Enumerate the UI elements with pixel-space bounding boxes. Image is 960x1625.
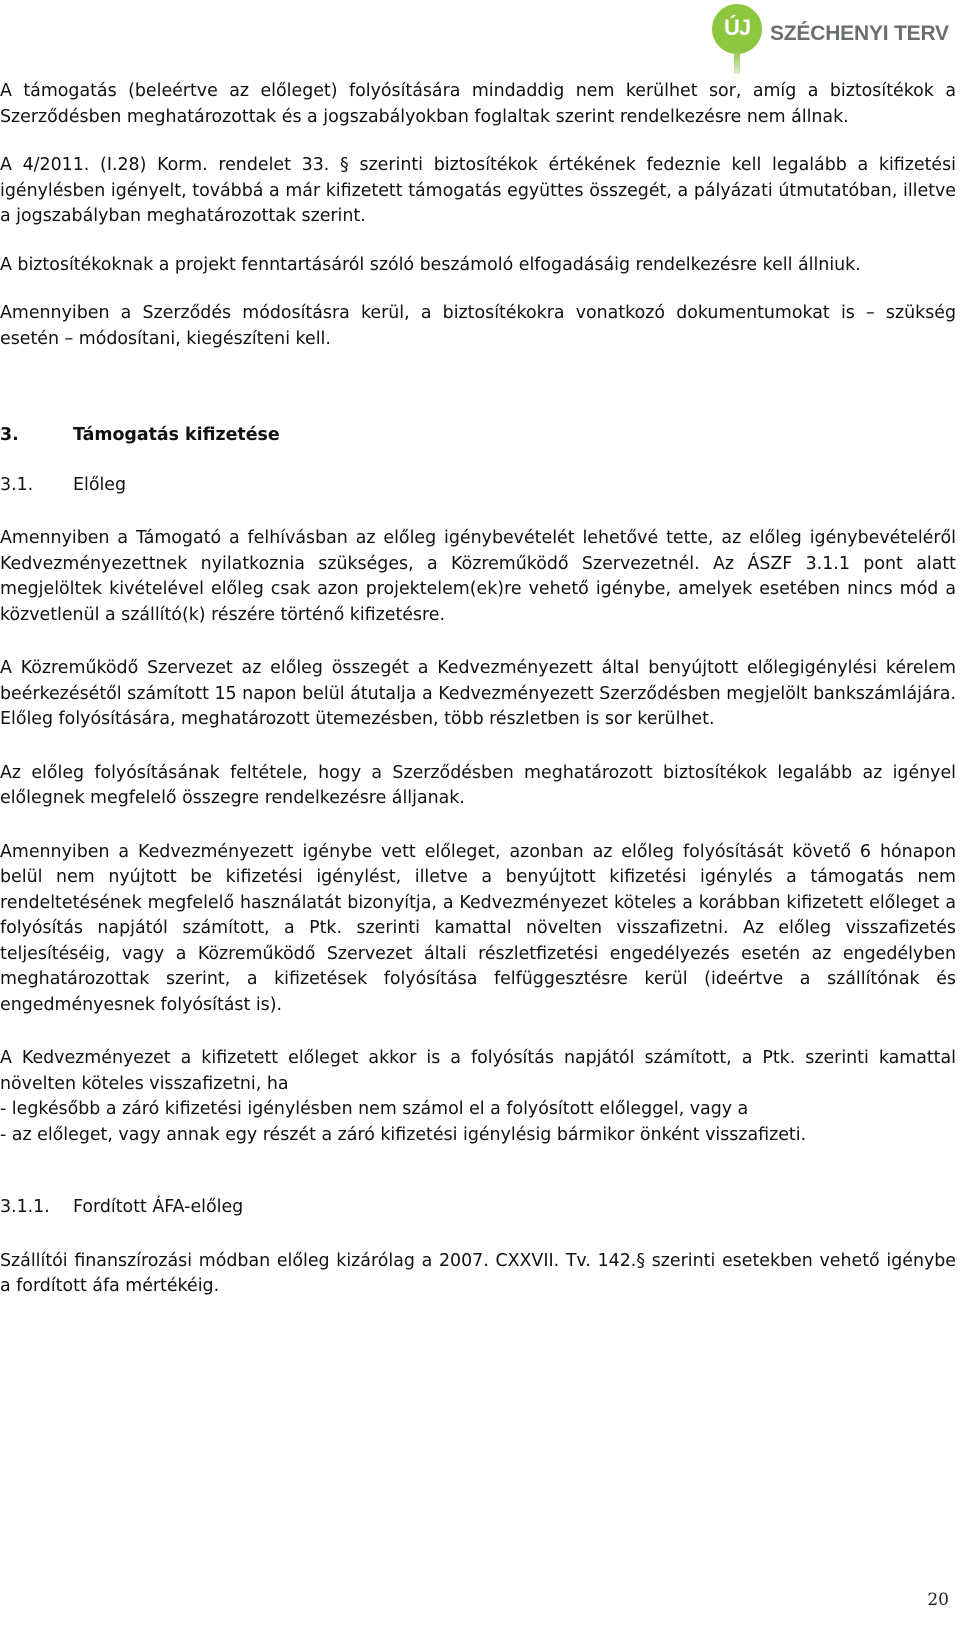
szechenyi-terv-logo — [712, 4, 949, 76]
page-number: 20 — [927, 1590, 949, 1610]
paragraph-reverse-vat: Szállítói finanszírozási módban előleg kizárólag a 2007. CXXVII. Tv. 142.§ szerinti esetekben vehető igénybe a fordított áfa mértékéig. — [0, 1250, 956, 1296]
paragraph-collateral-duration: A biztosítékoknak a projekt fenntartásáról szóló beszámoló elfogadásáig rendelkezésre kell állniuk. — [0, 254, 861, 275]
section-heading-3-1 — [0, 473, 956, 499]
logo-mark: ÚJ — [723, 15, 751, 40]
section-heading-3-1-1 — [0, 1195, 956, 1221]
list-item-repayment-2: - az előleget, vagy annak egy részét a záró kifizetési igénylésig bármikor önként visszafizeti. — [0, 1124, 807, 1145]
logo-stem-icon — [734, 50, 740, 74]
paragraph-repayment-intro: A Kedvezményezet a kifizetett előleget akkor is a folyósítás napjától számított, a Ptk. szerinti kamattal növelten köteles visszafizetni, ha — [0, 1048, 956, 1094]
paragraph-collateral-value: A 4/2011. (I.28) Korm. rendelet 33. § szerinti biztosítékok értékének fedeznie kell legalább a kifizetési igénylésben igényelt, továbbá a már kifizetett támogatás együttes összegét, a pályázati útmutatóban, illetve a jogszabályban meghatározottak szerint. — [0, 155, 956, 226]
section-title: Támogatás kifizetése — [73, 425, 280, 445]
list-item-repayment-1: - legkésőbb a záró kifizetési igénylésben nem számol el a folyósított előleggel, vagy a — [0, 1099, 749, 1119]
paragraph-contract-modification: Amennyiben a Szerződés módosításra kerül, a biztosítékokra vonatkozó dokumentumokat is – szükség esetén – módosítani, kiegészíteni kell. — [0, 303, 956, 349]
paragraph-advance-transfer: A Közreműködő Szervezet az előleg összegét a Kedvezményezett által benyújtott előlegigénylési kérelem beérkezésétől számított 15 napon belül átutalja a Kedvezményezett Szerződésben megjelölt bankszámlájára. Előleg folyósítására, meghatározott ütemezésben, több részletben is sor kerülhet. — [0, 658, 956, 729]
document-body — [0, 79, 956, 1300]
section-number: 3. — [0, 425, 19, 445]
paragraph-advance-condition: Az előleg folyósításának feltétele, hogy a Szerződésben meghatározott biztosítékok legalább az igényel előlegnek megfelelő összegre rendelkezésre álljanak. — [0, 762, 956, 808]
logo-text: SZÉCHENYI TERV — [770, 22, 949, 45]
section-number: 3.1. — [0, 474, 34, 495]
paragraph-advance-repayment: Amennyiben a Kedvezményezett igénybe vett előleget, azonban az előleg folyósítását követő 6 hónapon belül nem nyújtott be kifizetési igénylést, illetve a benyújtott kifizetési igénylés a támogatás nem rendeltetésének megfelelő használatát bizonyítja, a Kedvezményezet köteles a korábban kifizetett előleget a folyósítás napjától számított, a Ptk. szerinti kamattal növelten visszafizetni. Az előleg visszafizetés teljesítéséig, vagy a Közreműködő Szervezet általi részletfizetési engedélyezés esetén az engedélyben meghatározottak szerint, a kifizetések folyósítása felfüggesztésre kerül (ideértve a szállítónak és engedményesnek folyósítást is). — [0, 841, 956, 1015]
paragraph-collateral-availability: A támogatás (beleértve az előleget) folyósítására mindaddig nem kerülhet sor, amíg a biztosítékok a Szerződésben meghatározottak és a jogszabályokban foglaltak szerint rendelkezésre nem állnak. — [0, 81, 956, 127]
section-title: Fordított ÁFA-előleg — [73, 1197, 244, 1217]
paragraph-advance-eligibility: Amennyiben a Támogató a felhívásban az előleg igénybevételét lehetővé tette, az előleg igénybevételéről Kedvezményezettnek nyilatkoznia szükséges, a Közreműködő Szervezetnél. Az ÁSZF 3.1.1 pont alatt megjelöltek kivételével előleg csak azon projektelem(ek)re vehető igénybe, amelyek esetében nincs mód a közvetlenül a szállító(k) részére történő kifizetésre. — [0, 528, 956, 625]
section-number: 3.1.1. — [0, 1197, 50, 1217]
section-title: Előleg — [73, 474, 127, 495]
section-heading-3 — [0, 423, 956, 449]
